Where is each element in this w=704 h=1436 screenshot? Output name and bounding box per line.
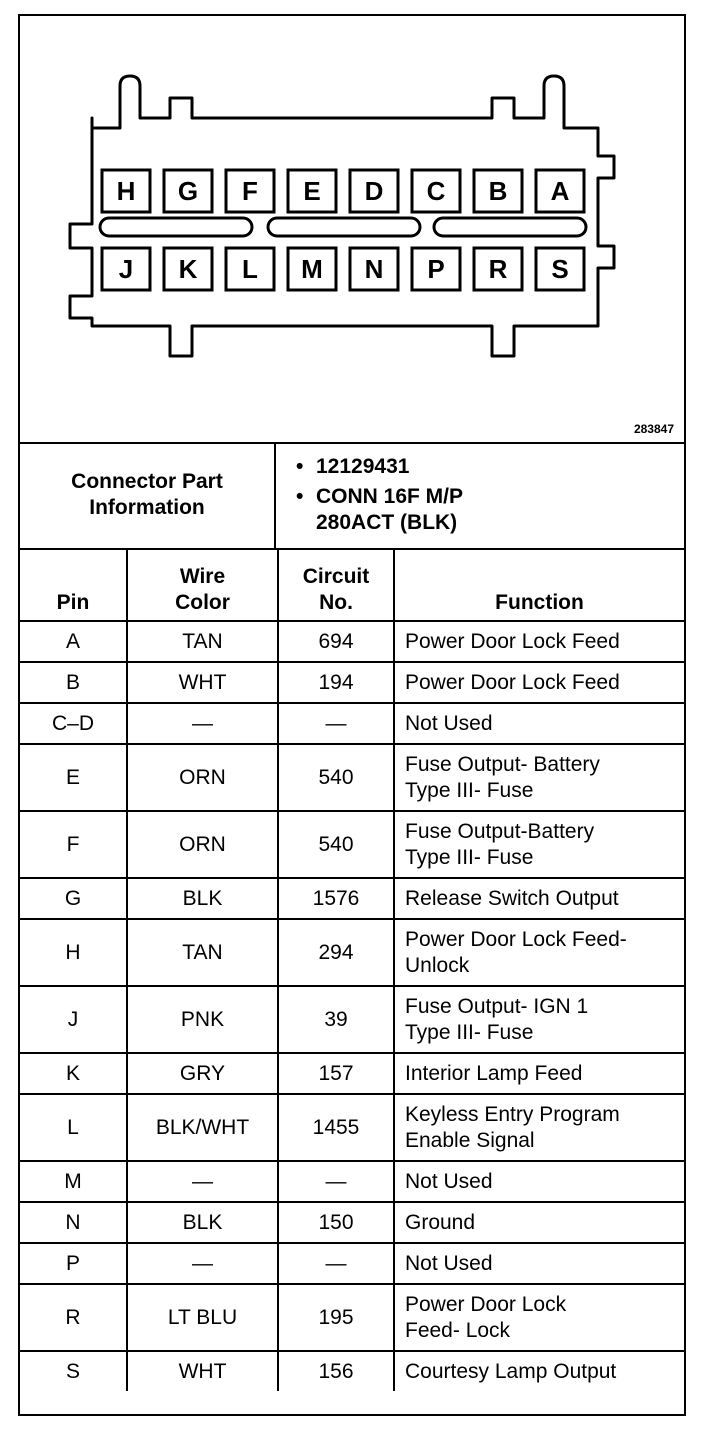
pin-label-j: J (118, 254, 134, 284)
info-item-part-number (296, 454, 684, 480)
function-line1: Fuse Output-Battery (405, 819, 595, 843)
pin-label-a: A (550, 176, 570, 206)
header-pin: Pin (20, 548, 127, 621)
wire-color-cell: TAN (127, 919, 278, 986)
pin-cell: K (20, 1053, 127, 1094)
pin-label-m: M (301, 254, 323, 284)
pinout-table-body (20, 621, 684, 1391)
wire-color-cell: TAN (127, 621, 278, 662)
pin-cell: R (20, 1284, 127, 1351)
circuit-cell: 294 (278, 919, 394, 986)
pin-cell: M (20, 1161, 127, 1202)
pin-label-k: K (178, 254, 198, 284)
function-line1: Not Used (405, 1169, 493, 1193)
bottom-pin-row (102, 248, 584, 290)
header-wire-color: Wire Color (127, 548, 278, 621)
wire-color-cell: LT BLU (127, 1284, 278, 1351)
separator-bar-right (434, 218, 586, 236)
wire-color-cell: GRY (127, 1053, 278, 1094)
function-line2: Type III- Fuse (405, 1020, 534, 1044)
pin-label-d: D (364, 176, 384, 206)
wire-color-cell: BLK/WHT (127, 1094, 278, 1161)
circuit-cell: 540 (278, 811, 394, 878)
pin-cell: A (20, 621, 127, 662)
pin-cell: S (20, 1351, 127, 1391)
table-row (20, 811, 684, 878)
table-row (20, 1243, 684, 1284)
pin-label-n: N (364, 254, 384, 284)
pin-cell: L (20, 1094, 127, 1161)
table-row (20, 744, 684, 811)
pin-cell: E (20, 744, 127, 811)
table-row (20, 1094, 684, 1161)
wire-color-cell: ORN (127, 744, 278, 811)
info-item-description (296, 484, 684, 536)
top-pin-row (102, 170, 584, 212)
wire-color-cell: WHT (127, 1351, 278, 1391)
figure-number: 283847 (633, 422, 674, 436)
circuit-cell: — (278, 1243, 394, 1284)
bullet: • (296, 485, 304, 508)
table-row (20, 986, 684, 1053)
pin-label-s: S (551, 254, 569, 284)
function-line1: Power Door Lock Feed (405, 670, 620, 694)
connector-face-drawing (20, 16, 684, 442)
function-cell (394, 1284, 684, 1351)
function-cell (394, 1161, 684, 1202)
function-cell (394, 1243, 684, 1284)
part-number: 12129431 (316, 455, 410, 478)
separator-bar-middle (268, 218, 420, 236)
connector-info-list (276, 442, 684, 548)
connector-description-line2: 280ACT (BLK) (316, 511, 458, 534)
bullet: • (296, 455, 304, 478)
circuit-cell: 194 (278, 662, 394, 703)
function-line1: Power Door Lock (405, 1292, 567, 1316)
pin-cell: H (20, 919, 127, 986)
function-line2: Unlock (405, 953, 470, 977)
separator-bar-left (100, 218, 252, 236)
table-row (20, 1053, 684, 1094)
function-line1: Not Used (405, 1251, 493, 1275)
function-line1: Power Door Lock Feed (405, 629, 620, 653)
table-header-row (20, 548, 684, 621)
pin-label-b: B (488, 176, 508, 206)
function-line1: Not Used (405, 711, 493, 735)
connector-info-label-line1: Connector Part (71, 470, 223, 493)
table-row (20, 1161, 684, 1202)
circuit-cell: 540 (278, 744, 394, 811)
function-line2: Enable Signal (405, 1128, 535, 1152)
function-cell (394, 919, 684, 986)
pin-cell: B (20, 662, 127, 703)
wire-color-cell: BLK (127, 1202, 278, 1243)
pin-label-r: R (488, 254, 508, 284)
pin-cell: F (20, 811, 127, 878)
pinout-table (20, 548, 684, 1391)
function-line2: Type III- Fuse (405, 845, 534, 869)
function-cell (394, 811, 684, 878)
function-cell (394, 986, 684, 1053)
function-cell (394, 744, 684, 811)
pin-cell: C–D (20, 703, 127, 744)
table-row (20, 919, 684, 986)
pin-label-g: G (177, 176, 199, 206)
wire-color-cell: — (127, 1161, 278, 1202)
table-row (20, 662, 684, 703)
pin-label-c: C (426, 176, 446, 206)
circuit-cell: 156 (278, 1351, 394, 1391)
function-line1: Ground (405, 1210, 476, 1234)
wire-color-cell: WHT (127, 662, 278, 703)
function-line1: Power Door Lock Feed- (405, 927, 627, 951)
function-cell (394, 703, 684, 744)
pin-label-h: H (116, 176, 136, 206)
function-line1: Keyless Entry Program (405, 1102, 620, 1126)
circuit-cell: 1455 (278, 1094, 394, 1161)
function-cell (394, 621, 684, 662)
circuit-cell: 1576 (278, 878, 394, 919)
connector-info-label (20, 442, 276, 548)
connector-part-info (20, 442, 684, 550)
table-row (20, 1284, 684, 1351)
circuit-cell: — (278, 1161, 394, 1202)
function-line2: Feed- Lock (405, 1318, 511, 1342)
circuit-cell: — (278, 703, 394, 744)
function-cell (394, 1351, 684, 1391)
pin-label-p: P (427, 254, 445, 284)
pin-cell: P (20, 1243, 127, 1284)
function-line1: Interior Lamp Feed (405, 1061, 583, 1085)
connector-info-label-line2: Information (89, 496, 205, 519)
table-row (20, 1202, 684, 1243)
connector-description-line1: CONN 16F M/P (316, 485, 464, 508)
circuit-cell: 150 (278, 1202, 394, 1243)
table-row (20, 621, 684, 662)
function-line1: Fuse Output- IGN 1 (405, 994, 589, 1018)
wire-color-cell: — (127, 1243, 278, 1284)
header-circuit-no: Circuit No. (278, 548, 394, 621)
pin-label-e: E (303, 176, 321, 206)
wire-color-cell: ORN (127, 811, 278, 878)
pin-label-l: L (242, 254, 258, 284)
table-row (20, 878, 684, 919)
function-cell (394, 662, 684, 703)
function-line2: Type III- Fuse (405, 778, 534, 802)
table-row (20, 703, 684, 744)
connector-diagram (20, 16, 684, 444)
wire-color-cell: PNK (127, 986, 278, 1053)
header-function: Function (394, 548, 684, 621)
function-cell (394, 878, 684, 919)
function-cell (394, 1053, 684, 1094)
pin-cell: J (20, 986, 127, 1053)
pin-cell: N (20, 1202, 127, 1243)
function-cell (394, 1094, 684, 1161)
pin-cell: G (20, 878, 127, 919)
table-row (20, 1351, 684, 1391)
function-line1: Fuse Output- Battery (405, 752, 600, 776)
wire-color-cell: — (127, 703, 278, 744)
circuit-cell: 157 (278, 1053, 394, 1094)
pin-label-f: F (242, 176, 258, 206)
connector-sheet (18, 14, 686, 1416)
function-cell (394, 1202, 684, 1243)
function-line1: Courtesy Lamp Output (405, 1359, 617, 1383)
circuit-cell: 694 (278, 621, 394, 662)
function-line1: Release Switch Output (405, 886, 619, 910)
wire-color-cell: BLK (127, 878, 278, 919)
circuit-cell: 195 (278, 1284, 394, 1351)
connector-body-outline (70, 76, 614, 356)
circuit-cell: 39 (278, 986, 394, 1053)
